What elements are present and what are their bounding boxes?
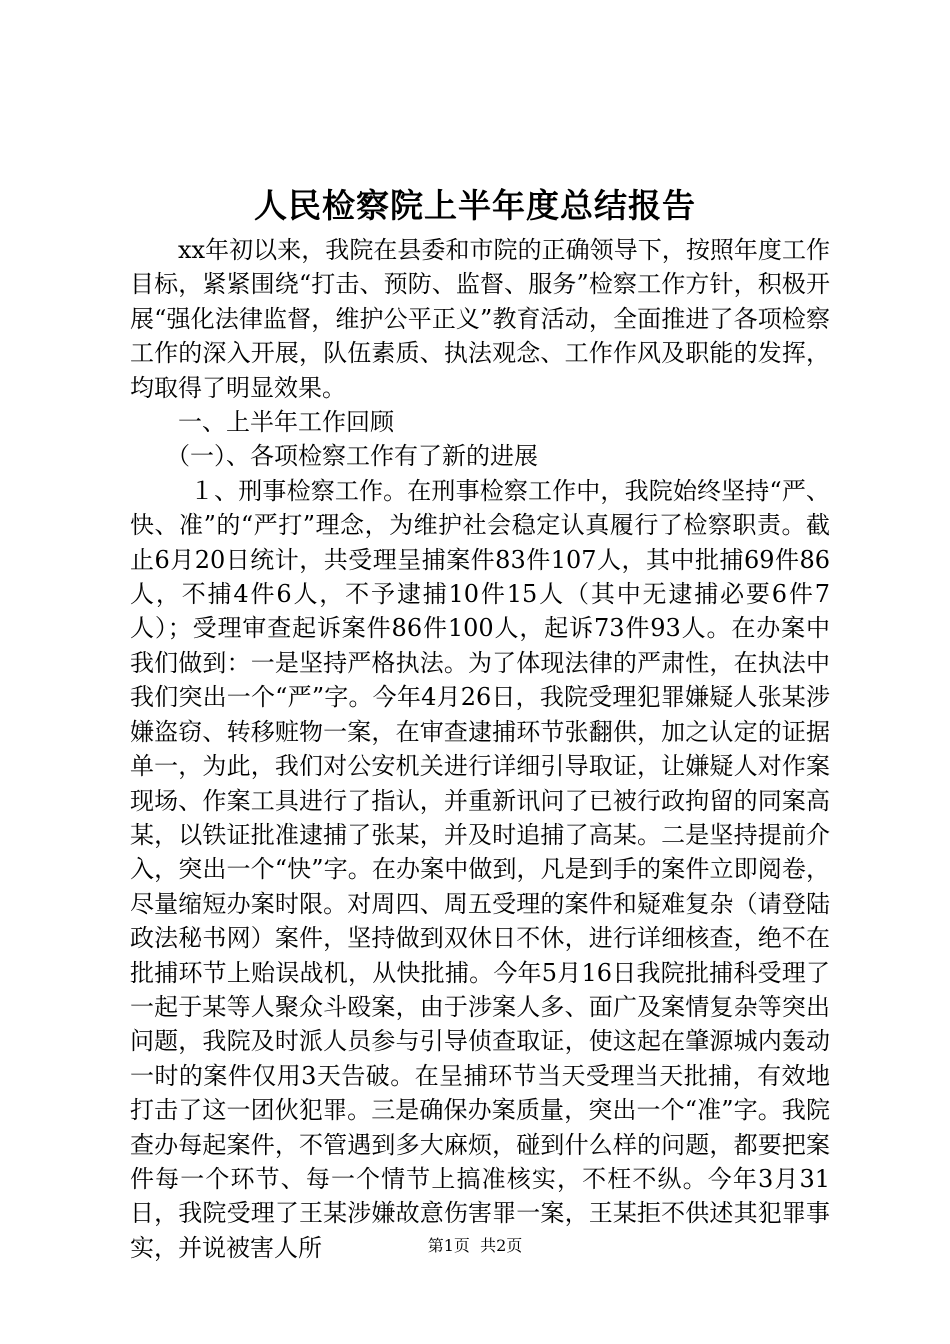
page-footer <box>0 1236 950 1256</box>
subsection-heading: （一）、各项检察工作有了新的进展 <box>166 442 538 471</box>
document-title: 人民检察院上半年度总结报告 <box>254 186 696 225</box>
section-heading: 一、上半年工作回顾 <box>178 408 394 437</box>
intro-paragraph: xx年初以来，我院在县委和市院的正确领导下，按照年度工作目标，紧紧围绕“打击、预防、监督、服务”检察工作方针，积极开展“强化法律监督，维护公平正义”教育活动，全面推进了各项检察工作的深入开展，队伍素质、执法观念、工作作风及职能的发挥，均取得了明显效果。 <box>130 236 830 402</box>
page-total: 共2页 <box>480 1236 523 1255</box>
document-body <box>130 233 830 1265</box>
body-paragraph: １、刑事检察工作。在刑事检察工作中，我院始终坚持“严、快、准”的“严打”理念，为维护社会稳定认真履行了检察职责。截止6月20日统计，共受理呈捕案件83件107人，其中批捕69件86人，不捕4件6人，不予逮捕10件15人（其中无逮捕必要6件7人）；受理审查起诉案件86件100人，起诉73件93人。在办案中我们做到：一是坚持严格执法。为了体现法律的严肃性，在执法中我们突出一个“严”字。今年4月26日，我院受理犯罪嫌疑人张某涉嫌盗窃、转移赃物一案，在审查逮捕环节张翻供，加之认定的证据单一，为此，我们对公安机关进行详细引导取证，让嫌疑人对作案现场、作案工具进行了指认，并重新讯问了已被行政拘留的同案高某，以铁证批准逮捕了张某，并及时追捕了高某。二是坚持提前介入，突出一个“快”字。在办案中做到，凡是到手的案件立即阅卷，尽量缩短办案时限。对周四、周五受理的案件和疑难复杂（请登陆政法秘书网）案件，坚持做到双休日不休，进行详细核查，绝不在批捕环节上贻误战机，从快批捕。今年5月16日我院批捕科受理了一起于某等人聚众斗殴案，由于涉案人多、面广及案情复杂等突出问题，我院及时派人员参与引导侦查取证，使这起在肇源城内轰动一时的案件仅用3天告破。在呈捕环节当天受理当天批捕，有效地打击了这一团伙犯罪。三是确保办案质量，突出一个“准”字。我院查办每起案件，不管遇到多大麻烦，碰到什么样的问题，都要把案件每一个环节、每一个情节上搞准核实，不枉不纵。今年3月31日，我院受理了王某涉嫌故意伤害罪一案，王某拒不供述其犯罪事实，并说被害人所 <box>130 476 830 1262</box>
page-number: 第1页 <box>427 1236 470 1255</box>
